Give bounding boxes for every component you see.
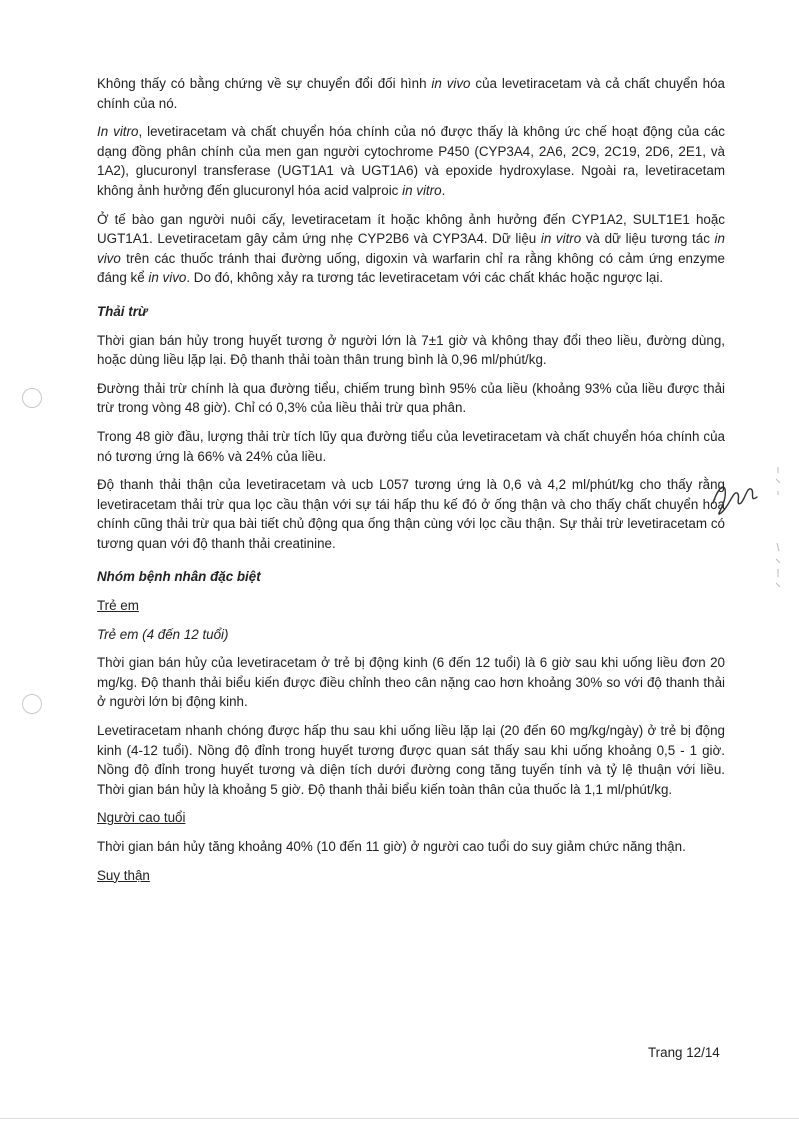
punch-hole-icon xyxy=(22,388,42,408)
handwritten-signature-icon xyxy=(705,473,765,523)
paragraph-hepatocytes: Ở tế bào gan người nuôi cấy, levetiracetam ít hoặc không ảnh hưởng đến CYP1A2, SULT1E1 hoặc UGT1A1. Levetiracetam gây cảm ứng nhẹ CYP2B6 và CYP3A4. Dữ liệu in vitro và dữ liệu tương tác in vivo trên các thuốc tránh thai đường uống, digoxin và warfarin chỉ ra rằng không có cảm ứng enzyme đáng kể in vivo. Do đó, không xảy ra tương tác levetiracetam với các chất khác hoặc ngược lại. xyxy=(97,211,725,286)
paragraph-in-vitro: In vitro, levetiracetam và chất chuyển hóa chính của nó được thấy là không ức chế hoạt động của các dạng đồng phân chính của men gan người cytochrome P450 (CYP3A4, 2A6, 2C9, 2C19, 2D6, 2E1, và 1A2), glucuronyl transferase (UGT1A1 và UGT1A6) và epoxide hydroxylase. Ngoài ra, levetiracetam không ảnh hưởng đến glucuronyl hóa acid valproic in vitro. xyxy=(97,124,725,198)
subheading-children: Trẻ em xyxy=(97,598,139,614)
paragraph-cumulative-excretion: Trong 48 giờ đầu, lượng thải trừ tích lũy qua đường tiểu của levetiracetam và chất chuyển hóa chính của nó tương ứng là 66% và 24% của liều. xyxy=(97,428,725,464)
section-heading-elimination: Thải trừ xyxy=(97,303,148,319)
paragraph-elderly: Thời gian bán hủy tăng khoảng 40% (10 đến 11 giờ) ở người cao tuổi do suy giảm chức năng thận. xyxy=(97,839,686,854)
bottom-edge-line xyxy=(0,1118,799,1119)
subheading-children-4-12: Trẻ em (4 đến 12 tuổi) xyxy=(97,626,229,642)
punch-hole-icon xyxy=(22,694,42,714)
paragraph-metabolism-in-vivo: Không thấy có bằng chứng về sự chuyển đổi đối hình in vivo của levetiracetam và cả chất chuyển hóa chính của nó. xyxy=(97,76,725,111)
subheading-elderly: Người cao tuổi xyxy=(97,810,186,826)
paragraph-children-absorption: Levetiracetam nhanh chóng được hấp thu sau khi uống liều lặp lại (20 đến 60 mg/kg/ngày) ở trẻ bị động kinh (4-12 tuổi). Nồng độ đỉnh trong huyết tương được quan sát thấy sau khi uống khoảng 0,5 - 1 giờ. Nồng độ đỉnh trong huyết tương và diện tích dưới đường cong tăng tuyến tính và tỷ lệ thuận với liều. Thời gian bán hủy là khoảng 5 giờ. Độ thanh thải biểu kiến toàn thân của thuốc là 1,1 ml/phút/kg. xyxy=(97,723,725,797)
margin-scan-marks xyxy=(772,465,784,595)
section-heading-special-populations: Nhóm bệnh nhân đặc biệt xyxy=(97,569,261,585)
paragraph-half-life: Thời gian bán hủy trong huyết tương ở người lớn là 7±1 giờ và không thay đổi theo liều, đường dùng, hoặc dùng liều lặp lại. Độ thanh thải toàn thân trung bình là 0,96 ml/phút/kg. xyxy=(97,332,725,368)
paragraph-renal-clearance: Độ thanh thải thận của levetiracetam và ucb L057 tương ứng là 0,6 và 4,2 ml/phút/kg cho thấy rằng levetiracetam thải trừ qua lọc cầu thận với sự tái hấp thu kế đó ở ống thận và cho thấy chất chuyển hóa chính cũng thải trừ qua bài tiết chủ động qua ống thận cùng với lọc cầu thận. Sự thải trừ levetiracetam có tương quan với độ thanh thải creatinine. xyxy=(97,477,725,551)
paragraph-urinary-route: Đường thải trừ chính là qua đường tiểu, chiếm trung bình 95% của liều (khoảng 93% của liều được thải trừ trong vòng 48 giờ). Chỉ có 0,3% của liều thải trừ qua phân. xyxy=(97,380,725,416)
document-body xyxy=(97,74,725,894)
paragraph-children-half-life: Thời gian bán hủy của levetiracetam ở trẻ bị động kinh (6 đến 12 tuổi) là 6 giờ sau khi uống liều đơn 20 mg/kg. Độ thanh thải biểu kiến được điều chỉnh theo cân nặng cao hơn khoảng 30% so với độ thanh thải ở người lớn bị động kinh. xyxy=(97,655,725,710)
page-number: Trang 12/14 xyxy=(648,1045,720,1060)
subheading-renal-impairment: Suy thận xyxy=(97,867,150,883)
